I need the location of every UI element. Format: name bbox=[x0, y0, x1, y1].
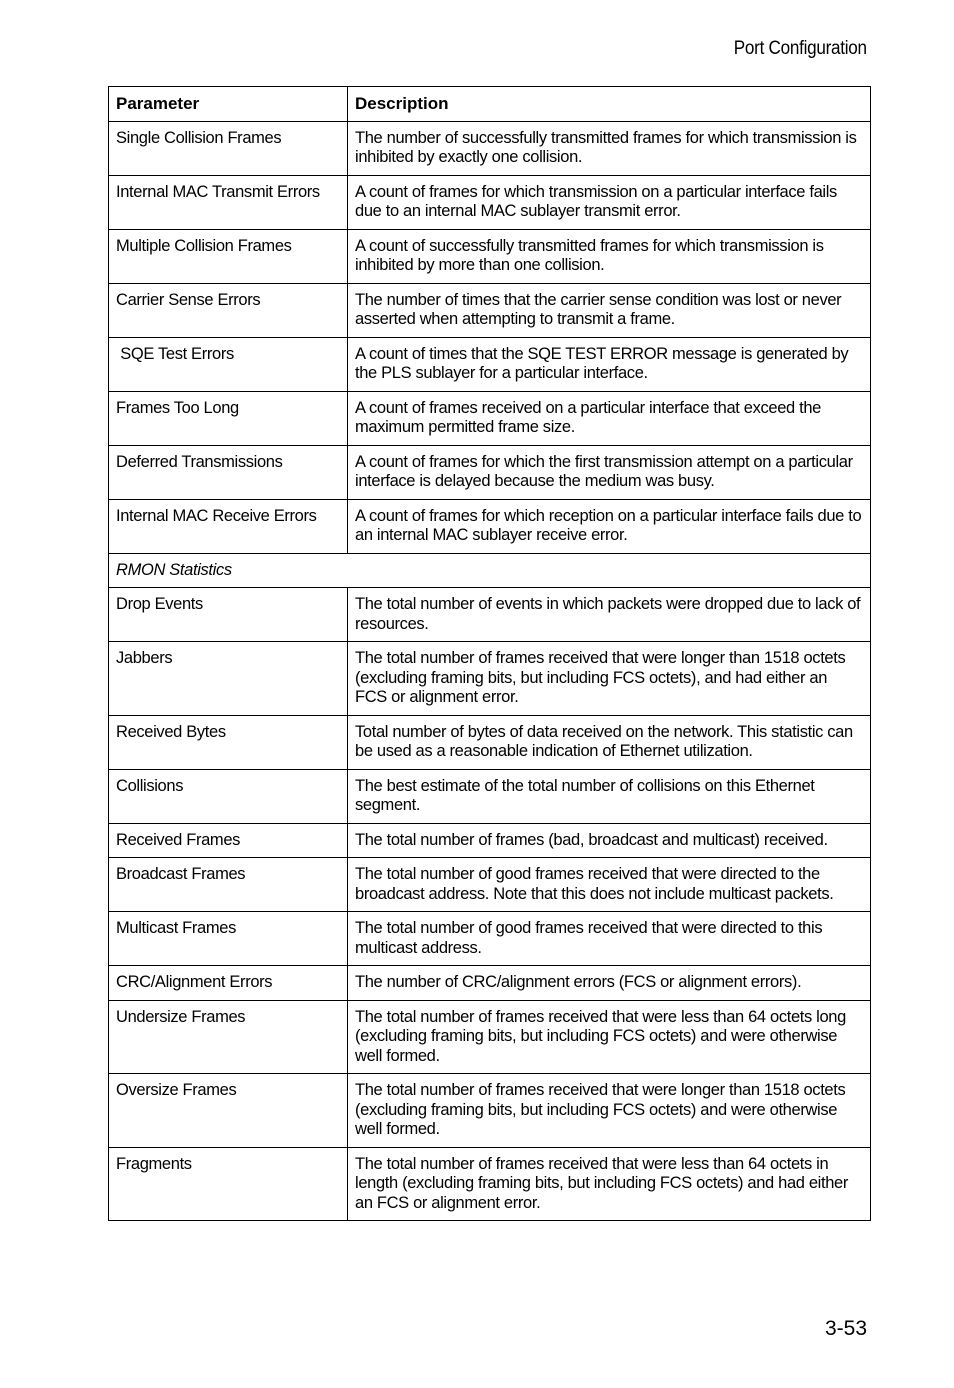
description-cell: The total number of events in which packets were dropped due to lack of resources. bbox=[348, 588, 871, 642]
description-cell: A count of frames for which transmission on a particular interface fails due to an internal MAC sublayer transmit error. bbox=[348, 175, 871, 229]
table-row bbox=[109, 642, 871, 716]
description-cell: The number of CRC/alignment errors (FCS or alignment errors). bbox=[348, 966, 871, 1001]
table-row bbox=[109, 499, 871, 553]
section-label: RMON Statistics bbox=[109, 553, 871, 588]
description-cell: A count of frames for which reception on a particular interface fails due to an internal MAC sublayer receive error. bbox=[348, 499, 871, 553]
parameter-cell: SQE Test Errors bbox=[109, 337, 348, 391]
table-row bbox=[109, 121, 871, 175]
table-row bbox=[109, 175, 871, 229]
table-row bbox=[109, 1074, 871, 1148]
parameter-cell: Deferred Transmissions bbox=[109, 445, 348, 499]
table-row bbox=[109, 337, 871, 391]
table-row bbox=[109, 445, 871, 499]
description-cell: A count of frames received on a particular interface that exceed the maximum permitted frame size. bbox=[348, 391, 871, 445]
parameter-table bbox=[108, 86, 871, 1221]
table-row bbox=[109, 1000, 871, 1074]
description-cell: The total number of frames received that were longer than 1518 octets (excluding framing bits, but including FCS octets), and had either an FCS or alignment error. bbox=[348, 642, 871, 716]
description-cell: Total number of bytes of data received on the network. This statistic can be used as a reasonable indication of Ethernet utilization. bbox=[348, 715, 871, 769]
table-row bbox=[109, 229, 871, 283]
description-cell: The total number of good frames received that were directed to this multicast address. bbox=[348, 912, 871, 966]
description-cell: The number of times that the carrier sense condition was lost or never asserted when attempting to transmit a frame. bbox=[348, 283, 871, 337]
table-header-row bbox=[109, 87, 871, 122]
table-row bbox=[109, 1147, 871, 1221]
parameter-cell: Internal MAC Transmit Errors bbox=[109, 175, 348, 229]
section-row-rmon-statistics bbox=[109, 553, 871, 588]
description-cell: The total number of frames received that were less than 64 octets in length (excluding framing bits, but including FCS octets) and had either an FCS or alignment error. bbox=[348, 1147, 871, 1221]
parameter-cell: Collisions bbox=[109, 769, 348, 823]
parameter-cell: Carrier Sense Errors bbox=[109, 283, 348, 337]
table-row bbox=[109, 283, 871, 337]
parameter-cell: CRC/Alignment Errors bbox=[109, 966, 348, 1001]
parameter-cell: Internal MAC Receive Errors bbox=[109, 499, 348, 553]
description-cell: A count of times that the SQE TEST ERROR message is generated by the PLS sublayer for a particular interface. bbox=[348, 337, 871, 391]
table-row bbox=[109, 823, 871, 858]
description-cell: The best estimate of the total number of collisions on this Ethernet segment. bbox=[348, 769, 871, 823]
table-row bbox=[109, 588, 871, 642]
page-number: 3-53 bbox=[824, 1317, 867, 1340]
parameter-cell: Oversize Frames bbox=[109, 1074, 348, 1148]
parameter-cell: Multicast Frames bbox=[109, 912, 348, 966]
description-cell: A count of frames for which the first transmission attempt on a particular interface is delayed because the medium was busy. bbox=[348, 445, 871, 499]
table-row bbox=[109, 966, 871, 1001]
table-row bbox=[109, 858, 871, 912]
running-header-section-title: Port Configuration bbox=[734, 38, 867, 59]
parameter-cell: Undersize Frames bbox=[109, 1000, 348, 1074]
description-cell: The number of successfully transmitted frames for which transmission is inhibited by exactly one collision. bbox=[348, 121, 871, 175]
parameter-cell: Single Collision Frames bbox=[109, 121, 348, 175]
table-row bbox=[109, 715, 871, 769]
parameter-cell: Fragments bbox=[109, 1147, 348, 1221]
parameter-cell: Frames Too Long bbox=[109, 391, 348, 445]
parameter-cell: Broadcast Frames bbox=[109, 858, 348, 912]
description-cell: The total number of frames received that were longer than 1518 octets (excluding framing bits, but including FCS octets) and were otherwise well formed. bbox=[348, 1074, 871, 1148]
description-cell: The total number of frames received that were less than 64 octets long (excluding framing bits, but including FCS octets) and were otherwise well formed. bbox=[348, 1000, 871, 1074]
parameter-cell: Received Frames bbox=[109, 823, 348, 858]
table-row bbox=[109, 769, 871, 823]
table-row bbox=[109, 391, 871, 445]
description-cell: The total number of good frames received that were directed to the broadcast address. Note that this does not include multicast packets. bbox=[348, 858, 871, 912]
parameter-cell: Multiple Collision Frames bbox=[109, 229, 348, 283]
column-header-description: Description bbox=[348, 87, 871, 122]
parameter-cell: Jabbers bbox=[109, 642, 348, 716]
description-cell: The total number of frames (bad, broadcast and multicast) received. bbox=[348, 823, 871, 858]
parameter-cell: Received Bytes bbox=[109, 715, 348, 769]
table-row bbox=[109, 912, 871, 966]
column-header-parameter: Parameter bbox=[109, 87, 348, 122]
description-cell: A count of successfully transmitted frames for which transmission is inhibited by more than one collision. bbox=[348, 229, 871, 283]
parameter-cell: Drop Events bbox=[109, 588, 348, 642]
